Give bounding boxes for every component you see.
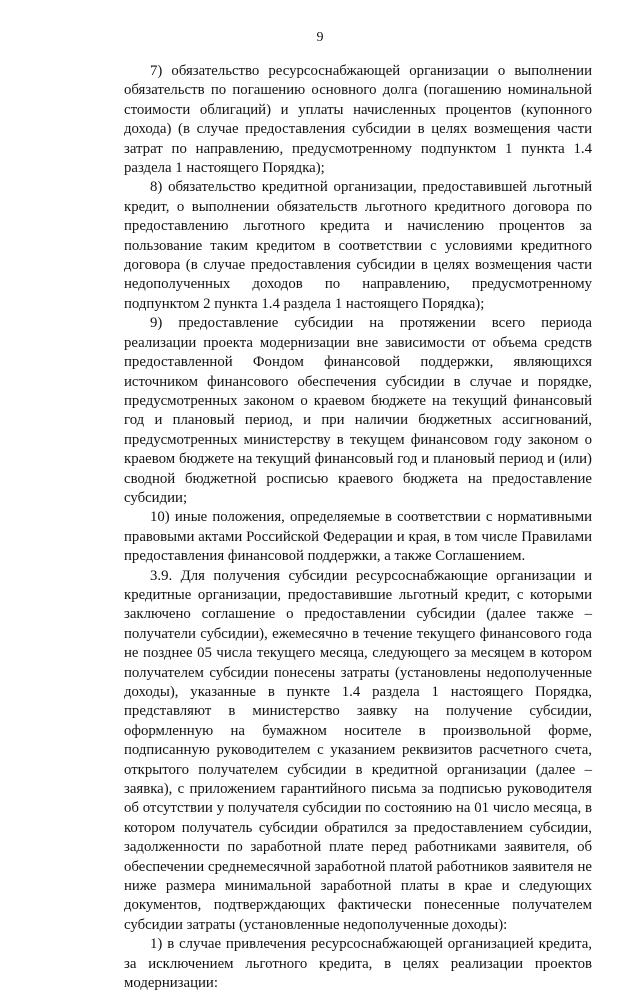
page-number: 9 bbox=[316, 30, 324, 45]
paragraph-subitem-1: 1) в случае привлечения ресурсоснабжающей организацией кредита, за исключением льготного кредита, в целях реализации проектов модернизации: bbox=[124, 936, 592, 992]
paragraph-item-8: 8) обязательство кредитной организации, предоставившей льготный кредит, о выполнении обязательств льготного кредитного договора по предоставлению льготного кредита и начислению процентов за пользование таким кредитом в соответствии с условиями кредитного договора (в случае предоставления субсидии в целях возмещения части недополученных доходов по направлению, предусмотренному подпунктом 2 пункта 1.4 раздела 1 настоящего Порядка); bbox=[124, 179, 592, 312]
paragraph-clause-3-9: 3.9. Для получения субсидии ресурсоснабжающие организации и кредитные организации, предоставившие льготный кредит, с которыми заключено соглашение о предоставлении субсидии (далее также – получатели субсидии), ежемесячно в течение текущего финансового года не позднее 05 числа текущего месяца, следующего за месяцем в котором получателем субсидии понесены затраты (установлены недополученные доходы), указанные в пункте 1.4 раздела 1 настоящего Порядка, представляют в министерство заявку на получение субсидии, оформленную на бумажном носителе в произвольной форме, подписанную руководителем с указанием реквизитов расчетного счета, открытого получателем субсидии в кредитной организации (далее – заявка), с приложением гарантийного письма за подписью руководителя об отсутствии у получателя субсидии по состоянию на 01 число месяца, в котором получатель субсидии обратился за предоставлением субсидии, задолженности по заработной плате перед работниками заявителя, об обеспечении среднемесячной заработной платой работников заявителя не ниже размера минимальной заработной платы в крае и следующих документов, подтверждающих фактически понесенные получателем субсидии затраты (установленные недополученные доходы): bbox=[124, 567, 592, 933]
paragraph-item-10: 10) иные положения, определяемые в соответствии с нормативными правовыми актами Российской Федерации и края, в том числе Правилами предоставления финансовой поддержки, а также Соглашением. bbox=[124, 509, 592, 565]
paragraph-item-9: 9) предоставление субсидии на протяжении всего периода реализации проекта модернизации вне зависимости от объема средств предоставленной Фондом финансовой поддержки, являющихся источником финансового обеспечения субсидии в случае и порядке, предусмотренных законом о краевом бюджете на текущий финансовый год и плановый период, и при наличии бюджетных ассигнований, предусмотренных министерству в текущем финансовом году законом о краевом бюджете на текущий финансовый год и плановый период и (или) сводной бюджетной росписью краевого бюджета на предоставление субсидии; bbox=[124, 315, 592, 506]
document-body bbox=[124, 62, 592, 994]
paragraph-item-7: 7) обязательство ресурсоснабжающей организации о выполнении обязательств по погашению основного долга (погашению номинальной стоимости облигаций) и уплаты начисленных процентов (купонного дохода) (в случае предоставления субсидии в целях возмещения части затрат по направлению, предусмотренному подпунктом 1 пункта 1.4 раздела 1 настоящего Порядка); bbox=[124, 63, 592, 177]
